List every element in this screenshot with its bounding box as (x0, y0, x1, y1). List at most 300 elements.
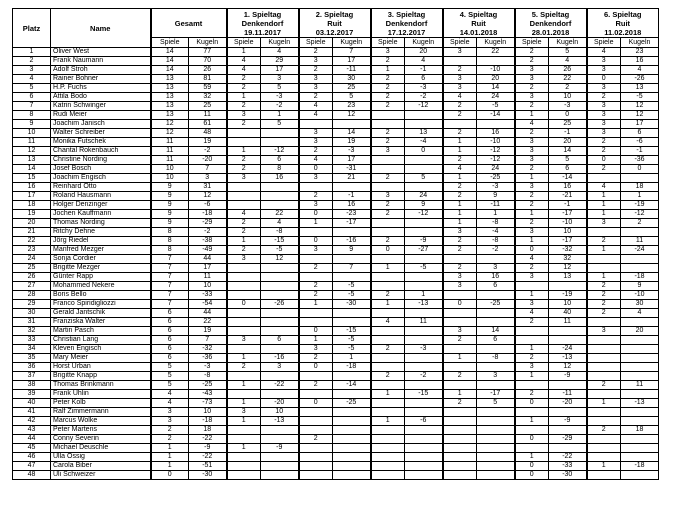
cell-kugeln: 5 (405, 174, 443, 183)
cell-spiele: 2 (515, 102, 549, 111)
cell-spiele: 1 (371, 264, 405, 273)
cell-spiele: 2 (299, 66, 333, 75)
cell-name: Joachim Janisch (51, 120, 151, 129)
cell-kugeln: 12 (549, 363, 587, 372)
cell-spiele: 3 (227, 336, 261, 345)
cell-kugeln (477, 381, 515, 390)
cell-kugeln: -18 (333, 363, 371, 372)
cell-kugeln (477, 363, 515, 372)
cell-platz: 42 (13, 417, 51, 426)
cell-spiele: 4 (151, 399, 189, 408)
cell-spiele (227, 183, 261, 192)
cell-kugeln: -19 (549, 291, 587, 300)
cell-kugeln: 17 (621, 120, 659, 129)
cell-platz: 22 (13, 237, 51, 246)
cell-spiele: 3 (587, 219, 621, 228)
cell-kugeln: -12 (477, 147, 515, 156)
cell-spiele: 13 (151, 75, 189, 84)
cell-kugeln: -9 (405, 237, 443, 246)
cell-kugeln: 61 (189, 120, 227, 129)
cell-spiele (371, 336, 405, 345)
cell-spiele: 3 (443, 228, 477, 237)
cell-spiele: 3 (299, 345, 333, 354)
cell-spiele (587, 228, 621, 237)
cell-kugeln: -5 (333, 336, 371, 345)
cell-spiele (515, 327, 549, 336)
header-spieltag-4 (443, 9, 515, 38)
cell-name: Reinhard Otto (51, 183, 151, 192)
cell-kugeln: 19 (189, 327, 227, 336)
cell-kugeln: -13 (621, 399, 659, 408)
cell-spiele: 5 (151, 381, 189, 390)
table-row (13, 471, 659, 480)
cell-spiele (587, 408, 621, 417)
cell-kugeln: -13 (261, 417, 299, 426)
cell-platz: 39 (13, 390, 51, 399)
cell-kugeln: 4 (261, 48, 299, 57)
cell-spiele (371, 444, 405, 453)
cell-kugeln (405, 219, 443, 228)
table-row (13, 120, 659, 129)
cell-kugeln: 3 (477, 372, 515, 381)
cell-kugeln: -8 (189, 372, 227, 381)
cell-spiele: 0 (587, 156, 621, 165)
table-row (13, 165, 659, 174)
cell-kugeln: 14 (477, 84, 515, 93)
cell-spiele (371, 408, 405, 417)
cell-name: Mary Meier (51, 354, 151, 363)
cell-kugeln: -10 (477, 66, 515, 75)
cell-spiele: 2 (227, 156, 261, 165)
header-spieltag-3 (371, 9, 443, 38)
cell-spiele (299, 471, 333, 480)
cell-spiele (443, 363, 477, 372)
cell-spiele: 1 (371, 300, 405, 309)
cell-kugeln: -9 (549, 417, 587, 426)
cell-spiele: 13 (151, 102, 189, 111)
cell-kugeln: 19 (189, 138, 227, 147)
cell-kugeln (405, 273, 443, 282)
cell-spiele: 5 (151, 363, 189, 372)
spieltag-6-date: 11.02.2018 (604, 27, 642, 37)
cell-kugeln (261, 201, 299, 210)
cell-kugeln: -25 (477, 300, 515, 309)
cell-kugeln (405, 282, 443, 291)
cell-spiele: 2 (587, 291, 621, 300)
cell-kugeln (621, 354, 659, 363)
cell-kugeln (261, 183, 299, 192)
cell-spiele: 1 (299, 300, 333, 309)
cell-kugeln (549, 327, 587, 336)
cell-spiele: 1 (443, 390, 477, 399)
cell-kugeln: -51 (189, 462, 227, 471)
cell-spiele: 4 (515, 255, 549, 264)
cell-spiele: 2 (515, 264, 549, 273)
cell-spiele: 2 (227, 102, 261, 111)
cell-spiele (227, 345, 261, 354)
cell-kugeln: 10 (189, 282, 227, 291)
cell-spiele: 1 (515, 174, 549, 183)
cell-spiele (443, 309, 477, 318)
cell-kugeln: 9 (405, 201, 443, 210)
cell-spiele: 2 (443, 111, 477, 120)
cell-kugeln: -17 (477, 390, 515, 399)
cell-kugeln: 12 (261, 255, 299, 264)
cell-spiele: 2 (515, 57, 549, 66)
cell-spiele: 3 (443, 273, 477, 282)
cell-spiele: 1 (515, 345, 549, 354)
cell-kugeln: -5 (333, 291, 371, 300)
cell-kugeln: 5 (549, 156, 587, 165)
table-row (13, 57, 659, 66)
cell-spiele (299, 309, 333, 318)
cell-kugeln: 3 (189, 174, 227, 183)
cell-kugeln: -25 (333, 399, 371, 408)
cell-kugeln: -49 (189, 246, 227, 255)
cell-kugeln: -11 (333, 66, 371, 75)
cell-spiele (227, 453, 261, 462)
cell-name: Horst Urban (51, 363, 151, 372)
cell-kugeln (405, 120, 443, 129)
cell-kugeln: -32 (189, 345, 227, 354)
cell-spiele: 14 (151, 66, 189, 75)
cell-spiele: 9 (151, 192, 189, 201)
cell-spiele (227, 192, 261, 201)
cell-kugeln: 40 (549, 309, 587, 318)
cell-kugeln: -6 (405, 417, 443, 426)
cell-spiele (227, 309, 261, 318)
cell-kugeln: -2 (261, 102, 299, 111)
cell-kugeln: -13 (405, 300, 443, 309)
cell-kugeln: 31 (189, 183, 227, 192)
cell-kugeln: -6 (621, 138, 659, 147)
cell-platz: 29 (13, 300, 51, 309)
cell-kugeln (549, 408, 587, 417)
table-row (13, 156, 659, 165)
cell-spiele: 3 (587, 102, 621, 111)
cell-kugeln: -20 (549, 399, 587, 408)
cell-kugeln: -2 (189, 228, 227, 237)
cell-kugeln (477, 120, 515, 129)
cell-kugeln: -2 (477, 246, 515, 255)
cell-spiele: 6 (151, 309, 189, 318)
table-row (13, 291, 659, 300)
cell-kugeln: 6 (549, 165, 587, 174)
cell-spiele (515, 336, 549, 345)
cell-platz: 19 (13, 210, 51, 219)
cell-spiele: 8 (151, 246, 189, 255)
cell-name: Rainer Bohner (51, 75, 151, 84)
cell-name: Sonja Cordier (51, 255, 151, 264)
cell-spiele: 2 (515, 390, 549, 399)
cell-spiele (587, 453, 621, 462)
cell-kugeln: 10 (189, 408, 227, 417)
cell-spiele: 0 (299, 210, 333, 219)
cell-spiele: 1 (587, 462, 621, 471)
cell-spiele: 0 (515, 462, 549, 471)
cell-kugeln: 24 (477, 165, 515, 174)
table-row (13, 336, 659, 345)
cell-spiele (299, 408, 333, 417)
cell-kugeln: 6 (261, 336, 299, 345)
cell-spiele: 2 (587, 309, 621, 318)
cell-kugeln: 18 (621, 183, 659, 192)
cell-spiele: 2 (443, 372, 477, 381)
header-platz: Platz (13, 9, 51, 48)
cell-spiele (443, 255, 477, 264)
cell-spiele: 3 (587, 111, 621, 120)
cell-kugeln: -31 (333, 165, 371, 174)
cell-spiele: 9 (151, 183, 189, 192)
cell-spiele: 2 (371, 237, 405, 246)
cell-platz: 47 (13, 462, 51, 471)
cell-kugeln: -12 (405, 210, 443, 219)
cell-platz: 5 (13, 84, 51, 93)
cell-kugeln: -12 (261, 147, 299, 156)
cell-spiele: 4 (299, 111, 333, 120)
cell-spiele (299, 318, 333, 327)
cell-spiele: 2 (151, 426, 189, 435)
cell-kugeln (405, 354, 443, 363)
cell-spiele (299, 417, 333, 426)
cell-spiele: 1 (227, 93, 261, 102)
cell-kugeln: 3 (261, 75, 299, 84)
cell-spiele: 3 (371, 147, 405, 156)
cell-spiele: 1 (587, 246, 621, 255)
cell-spiele (227, 273, 261, 282)
cell-kugeln: 23 (621, 48, 659, 57)
cell-kugeln: 12 (621, 111, 659, 120)
cell-kugeln: -3 (261, 93, 299, 102)
cell-kugeln: 32 (549, 255, 587, 264)
cell-kugeln: -10 (549, 219, 587, 228)
table-row (13, 408, 659, 417)
cell-spiele (371, 453, 405, 462)
cell-platz: 44 (13, 435, 51, 444)
cell-kugeln: -12 (405, 102, 443, 111)
cell-spiele: 2 (371, 291, 405, 300)
cell-name: Ulla Ossig (51, 453, 151, 462)
cell-name: Mohammed Nekere (51, 282, 151, 291)
table-row (13, 462, 659, 471)
cell-kugeln: 6 (477, 336, 515, 345)
cell-kugeln: -2 (405, 93, 443, 102)
cell-kugeln: 9 (621, 282, 659, 291)
cell-kugeln: -21 (549, 192, 587, 201)
cell-kugeln: 30 (333, 75, 371, 84)
cell-name: Chantal Rokenbauch (51, 147, 151, 156)
cell-name: Holger Denzinger (51, 201, 151, 210)
cell-kugeln: 7 (333, 48, 371, 57)
cell-spiele (299, 228, 333, 237)
cell-spiele: 2 (299, 354, 333, 363)
cell-spiele: 3 (299, 84, 333, 93)
cell-spiele: 1 (371, 417, 405, 426)
cell-kugeln: -2 (189, 147, 227, 156)
cell-kugeln: 25 (549, 120, 587, 129)
cell-kugeln (621, 318, 659, 327)
cell-kugeln: 9 (333, 246, 371, 255)
cell-spiele: 2 (371, 93, 405, 102)
cell-kugeln (477, 318, 515, 327)
cell-name: Josef Bosch (51, 165, 151, 174)
table-row (13, 282, 659, 291)
cell-kugeln: 5 (333, 93, 371, 102)
cell-spiele (299, 273, 333, 282)
cell-name: Ralf Zimmermann (51, 408, 151, 417)
cell-kugeln: -30 (549, 471, 587, 480)
cell-spiele: 3 (587, 120, 621, 129)
cell-spiele: 7 (151, 255, 189, 264)
cell-spiele: 3 (443, 282, 477, 291)
cell-kugeln: 12 (621, 102, 659, 111)
cell-kugeln: 0 (405, 147, 443, 156)
cell-kugeln: -3 (333, 147, 371, 156)
cell-spiele: 4 (371, 318, 405, 327)
cell-kugeln (621, 363, 659, 372)
cell-spiele (299, 120, 333, 129)
cell-spiele: 1 (227, 237, 261, 246)
table-row (13, 372, 659, 381)
cell-name: Walter Schreiber (51, 129, 151, 138)
cell-spiele: 2 (371, 372, 405, 381)
cell-spiele: 2 (227, 219, 261, 228)
spieltag-6-place: Ruit (615, 18, 631, 28)
cell-spiele: 0 (371, 246, 405, 255)
subheader-kugeln: Kugeln (261, 38, 299, 48)
cell-spiele: 4 (299, 102, 333, 111)
cell-kugeln (405, 453, 443, 462)
cell-platz: 10 (13, 129, 51, 138)
cell-spiele: 1 (443, 174, 477, 183)
cell-kugeln (333, 120, 371, 129)
cell-kugeln: -25 (477, 174, 515, 183)
cell-name: Brigitte Knapp (51, 372, 151, 381)
table-row (13, 417, 659, 426)
cell-spiele: 2 (515, 354, 549, 363)
cell-kugeln: 17 (189, 264, 227, 273)
cell-spiele: 0 (227, 300, 261, 309)
cell-spiele: 0 (299, 363, 333, 372)
cell-kugeln (621, 372, 659, 381)
cell-kugeln: 23 (333, 102, 371, 111)
cell-spiele: 6 (151, 318, 189, 327)
cell-kugeln (477, 417, 515, 426)
cell-name: Joachim Engisch (51, 174, 151, 183)
cell-kugeln (477, 426, 515, 435)
cell-kugeln (477, 57, 515, 66)
cell-spiele: 1 (299, 336, 333, 345)
subheader-kugeln: Kugeln (477, 38, 515, 48)
table-row (13, 102, 659, 111)
subheader-kugeln: Kugeln (189, 38, 227, 48)
cell-kugeln: 16 (549, 183, 587, 192)
cell-kugeln: -73 (189, 399, 227, 408)
cell-spiele (515, 381, 549, 390)
cell-kugeln: 19 (333, 138, 371, 147)
cell-kugeln: -15 (333, 327, 371, 336)
cell-spiele: 13 (151, 111, 189, 120)
cell-kugeln: 7 (189, 336, 227, 345)
cell-spiele: 3 (515, 138, 549, 147)
cell-kugeln (261, 390, 299, 399)
cell-platz: 4 (13, 75, 51, 84)
cell-spiele: 2 (227, 228, 261, 237)
cell-platz: 24 (13, 255, 51, 264)
cell-kugeln (477, 453, 515, 462)
cell-name: Manfred Mezger (51, 246, 151, 255)
cell-kugeln: -11 (549, 390, 587, 399)
cell-kugeln: 11 (549, 318, 587, 327)
cell-kugeln: -24 (621, 246, 659, 255)
table-row (13, 255, 659, 264)
cell-spiele (227, 318, 261, 327)
cell-kugeln (333, 372, 371, 381)
cell-spiele: 3 (443, 84, 477, 93)
table-row (13, 345, 659, 354)
cell-spiele (371, 381, 405, 390)
cell-kugeln (405, 309, 443, 318)
cell-spiele (371, 354, 405, 363)
cell-spiele: 2 (443, 336, 477, 345)
cell-kugeln: 7 (333, 264, 371, 273)
cell-kugeln: -27 (405, 246, 443, 255)
cell-spiele: 3 (515, 300, 549, 309)
cell-kugeln: 59 (189, 84, 227, 93)
cell-platz: 26 (13, 273, 51, 282)
cell-spiele: 11 (151, 138, 189, 147)
cell-spiele: 8 (151, 228, 189, 237)
cell-kugeln (477, 309, 515, 318)
table-row (13, 111, 659, 120)
cell-spiele: 8 (151, 237, 189, 246)
cell-kugeln (549, 426, 587, 435)
cell-kugeln: 30 (621, 300, 659, 309)
cell-kugeln (621, 417, 659, 426)
cell-spiele: 2 (515, 84, 549, 93)
cell-spiele: 2 (515, 201, 549, 210)
cell-spiele: 0 (587, 75, 621, 84)
cell-name: Michael Deuschle (51, 444, 151, 453)
cell-kugeln: -14 (333, 381, 371, 390)
cell-spiele: 2 (515, 129, 549, 138)
cell-name: Adolf Stroh (51, 66, 151, 75)
cell-spiele (227, 138, 261, 147)
cell-kugeln (333, 183, 371, 192)
cell-kugeln (333, 273, 371, 282)
spieltag-3-date: 17.12.2017 (387, 27, 426, 37)
cell-kugeln: 18 (621, 426, 659, 435)
cell-spiele (371, 165, 405, 174)
cell-kugeln (477, 435, 515, 444)
cell-kugeln: 77 (189, 48, 227, 57)
cell-spiele: 2 (443, 264, 477, 273)
cell-kugeln: -3 (549, 102, 587, 111)
cell-spiele: 4 (151, 390, 189, 399)
table-row (13, 66, 659, 75)
spieltag-5-title: 5. Spieltag (531, 9, 570, 19)
cell-kugeln: 12 (549, 264, 587, 273)
cell-kugeln (333, 318, 371, 327)
cell-kugeln (477, 255, 515, 264)
cell-platz: 17 (13, 192, 51, 201)
cell-spiele: 3 (587, 57, 621, 66)
cell-platz: 13 (13, 156, 51, 165)
cell-spiele: 13 (151, 84, 189, 93)
subheader-kugeln: Kugeln (333, 38, 371, 48)
cell-spiele: 1 (371, 66, 405, 75)
cell-kugeln (477, 345, 515, 354)
